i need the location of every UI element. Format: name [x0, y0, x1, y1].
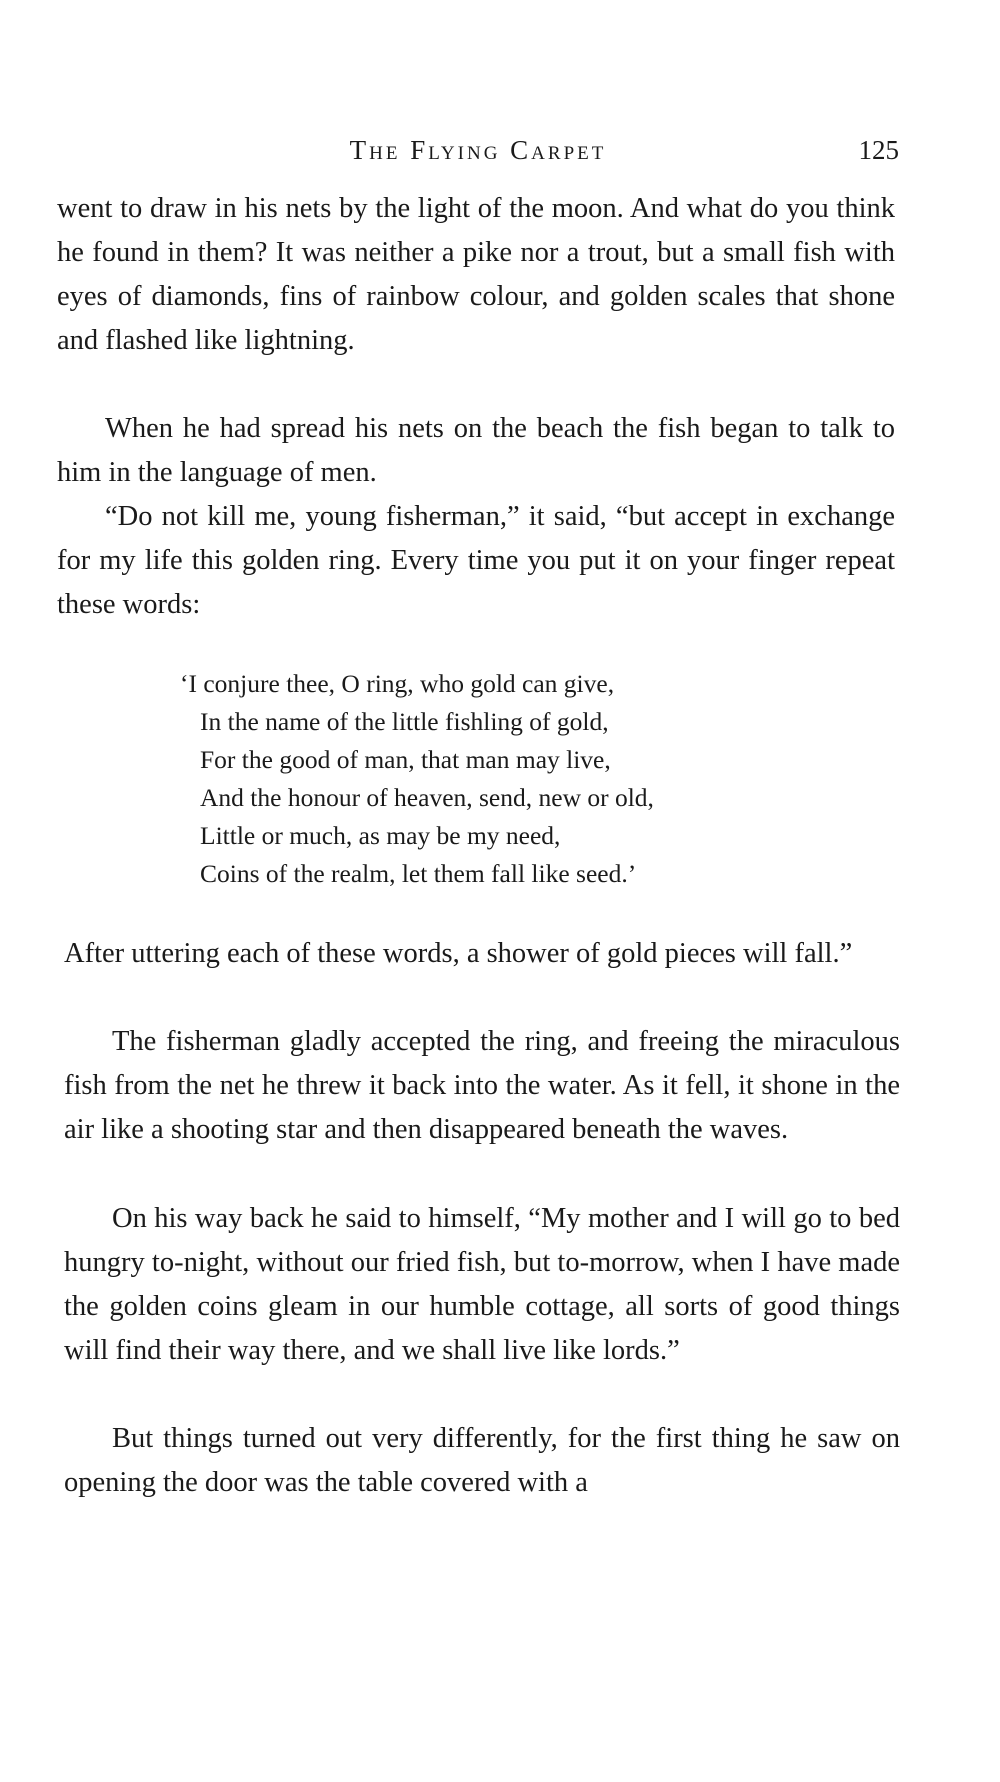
verse-line-4: And the honour of heaven, send, new or old,: [200, 783, 654, 812]
verse-block: [180, 665, 820, 893]
paragraph-3: “Do not kill me, young fisherman,” it said, “but accept in exchange for my life this golden ring. Every time you put it on your finger repeat these words:: [57, 501, 895, 620]
paragraph-5: The fisherman gladly accepted the ring, and freeing the miraculous fish from the net he threw it back into the water. As it fell, it shone in the air like a shooting star and then disappeared beneath the waves.: [64, 1026, 900, 1145]
paragraph-1: went to draw in his nets by the light of the moon. And what do you think he found in them? It was neither a pike nor a trout, but a small fish with eyes of diamonds, fins of rainbow colour, and golden scales that shone and flashed like lightning.: [57, 193, 895, 356]
paragraph-4: After uttering each of these words, a shower of gold pieces will fall.”: [64, 938, 853, 969]
paragraph-7: But things turned out very differently, for the first thing he saw on opening the door was the table covered with a: [64, 1423, 900, 1498]
verse-line-3: For the good of man, that man may live,: [200, 745, 611, 774]
verse-line-5: Little or much, as may be my need,: [200, 821, 561, 850]
verse-line-6: Coins of the realm, let them fall like seed.’: [200, 859, 637, 888]
paragraph-2: When he had spread his nets on the beach the fish began to talk to him in the language of men.: [57, 413, 895, 488]
verse-line-1: ‘I conjure thee, O ring, who gold can give,: [180, 669, 615, 698]
running-head: [57, 130, 899, 170]
verse-line-2: In the name of the little fishling of gold,: [200, 707, 609, 736]
paragraph-6: On his way back he said to himself, “My mother and I will go to bed hungry to-night, without our fried fish, but to-morrow, when I have made the golden coins gleam in our humble cottage, all sorts of good things will find their way there, and we shall live like lords.”: [64, 1203, 900, 1366]
running-title: The Flying Carpet: [349, 135, 607, 165]
page-number: 125: [858, 135, 899, 165]
